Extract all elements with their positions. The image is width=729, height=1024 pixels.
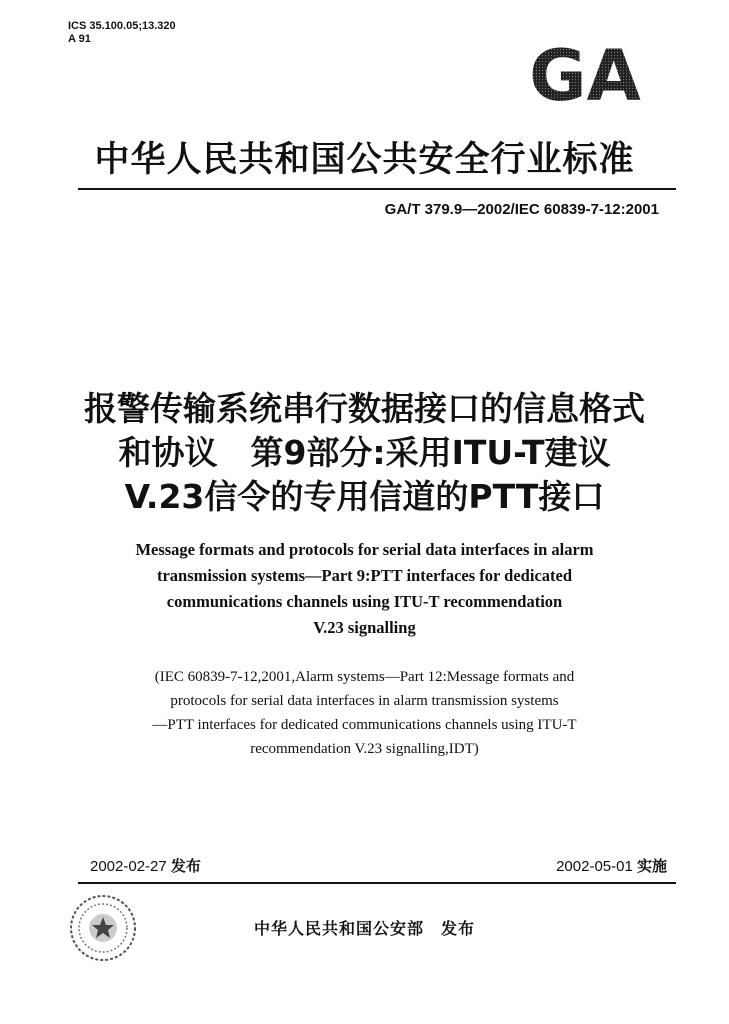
standard-number: GA/T 379.9—2002/IEC 60839-7-12:2001 — [384, 201, 659, 218]
ga-logo — [505, 42, 665, 104]
bottom-divider — [78, 882, 676, 884]
ics-code: ICS 35.100.05;13.320 — [68, 20, 176, 32]
idt-note-line-3: —PTT interfaces for dedicated communications channels using ITU-T — [152, 717, 577, 733]
title-cn-line-3: V.23信令的专用信道的PTT接口 — [124, 477, 605, 516]
issue-date-block — [90, 855, 201, 876]
category-code: A 91 — [68, 33, 91, 45]
idt-note-line-4: recommendation V.23 signalling,IDT) — [250, 741, 479, 757]
top-divider — [78, 188, 676, 190]
idt-note-line-1: (IEC 60839-7-12,2001,Alarm systems—Part 12:Message formats and — [154, 669, 575, 685]
title-cn-line-1: 报警传输系统串行数据接口的信息格式 — [84, 389, 645, 428]
classification-codes — [68, 20, 176, 46]
title-cn-line-2: 和协议 第9部分:采用ITU-T建议 — [118, 433, 611, 472]
issue-date: 2002-02-27 — [90, 858, 167, 875]
idt-note-line-2: protocols for serial data interfaces in alarm transmission systems — [170, 693, 559, 709]
organization-title: 中华人民共和国公共安全行业标准 — [94, 140, 635, 180]
title-en-line-3: communications channels using ITU-T recommendation — [166, 592, 563, 611]
implement-date: 2002-05-01 — [556, 858, 633, 875]
issue-label: 发布 — [170, 857, 201, 875]
ga-logo-graphic — [505, 42, 665, 104]
logo-letters: GA — [529, 42, 641, 104]
title-en-line-4: V.23 signalling — [313, 618, 416, 637]
implement-date-block — [556, 855, 667, 876]
title-en-line-2: transmission systems—Part 9:PTT interfaces for dedicated — [156, 566, 573, 585]
implement-label: 实施 — [636, 857, 667, 875]
publisher: 中华人民共和国公安部 发布 — [253, 919, 475, 938]
title-en-line-1: Message formats and protocols for serial data interfaces in alarm — [135, 540, 594, 559]
